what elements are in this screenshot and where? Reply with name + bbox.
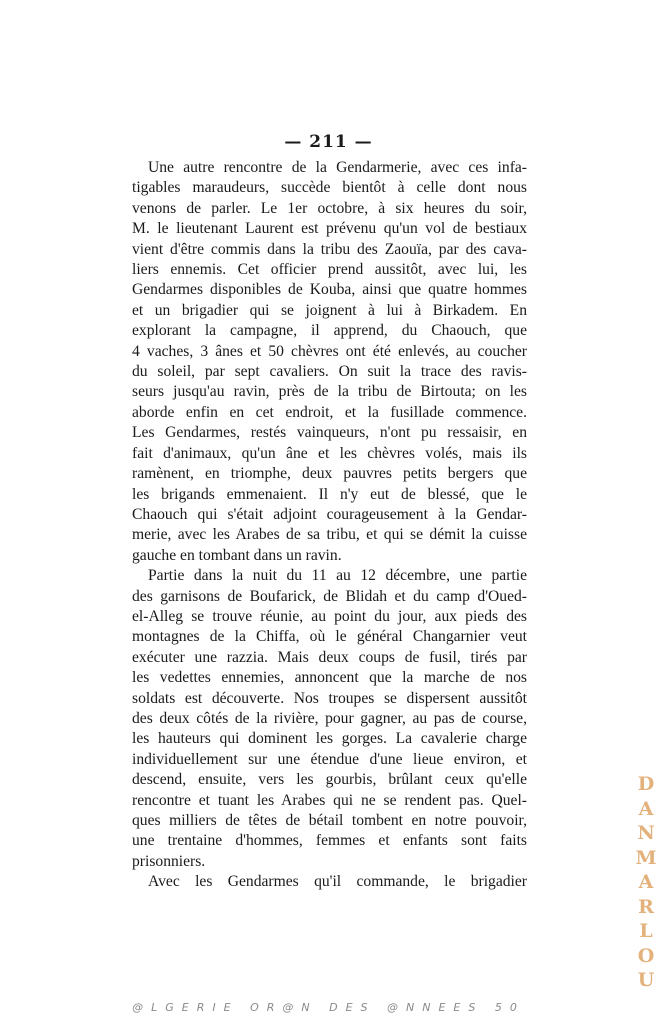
text-line: Gendarmes disponibles de Kouba, ainsi que quatre hommes <box>132 281 527 299</box>
text-line: vient d'être commis dans la tribu des Zaouïa, par des cava- <box>132 240 527 258</box>
text-line: Partie dans la nuit du 11 au 12 décembre, une partie <box>148 567 527 585</box>
text-line: merie, avec les Arabes de sa tribu, et qui se démit la cuisse <box>132 526 527 544</box>
text-line: venons de parler. Le 1er octobre, à six heures du soir, <box>132 199 527 217</box>
text-line: les brigands emmenaient. Il n'y eut de blessé, que le <box>132 485 527 503</box>
text-line: montagnes de la Chiffa, où le général Changarnier veut <box>132 628 527 646</box>
text-line: liers ennemis. Cet officier prend aussitôt, avec lui, les <box>132 261 527 279</box>
text-line: M. le lieutenant Laurent est prévenu qu'un vol de bestiaux <box>132 220 527 238</box>
text-line: Les Gendarmes, restés vainqueurs, n'ont pu ressaisir, en <box>132 424 527 442</box>
text-line: fait d'animaux, qu'un âne et les chèvres volés, mais ils <box>132 444 527 462</box>
watermark-letter: M <box>635 846 657 869</box>
text-line: les hauteurs qui dominent les gorges. La cavalerie charge <box>132 730 527 748</box>
text-line: tigables maraudeurs, succède bientôt à celle dont nous <box>132 179 527 197</box>
text-line: Chaouch qui s'était adjoint courageusement à la Gendar- <box>132 505 527 523</box>
text-line: une trentaine d'hommes, femmes et enfants sont faits <box>132 832 527 850</box>
text-line: ramènent, en triomphe, deux pauvres petits bergers que <box>132 465 527 483</box>
watermark-letter: N <box>637 822 655 844</box>
watermark-vertical <box>634 772 657 993</box>
paragraph-2 <box>132 566 527 872</box>
text-line: et un brigadier qui se joignent à lui à Birkadem. En <box>132 301 527 319</box>
text-line: seurs jusqu'au ravin, près de la tribu de Birtouta; on les <box>132 383 527 401</box>
footer-watermark: @LGERIE OR@N DES @NNEES 50 <box>132 1001 525 1014</box>
text-line: explorant la campagne, il apprend, du Chaouch, que <box>132 322 527 340</box>
text-line: les vedettes ennemies, annoncent que la marche de nos <box>132 669 527 687</box>
text-line: aborde enfin en cet endroit, et la fusillade commence. <box>132 403 527 421</box>
page-number: — 211 — <box>284 132 373 152</box>
text-line: 4 vaches, 3 ânes et 50 chèvres ont été enlevés, au coucher <box>132 342 527 360</box>
text-line: individuellement sur une étendue d'une lieue environ, et <box>132 750 527 768</box>
watermark-letter: D <box>637 773 655 795</box>
watermark-letter: O <box>637 944 655 967</box>
watermark-letter: A <box>638 871 654 893</box>
watermark-letter: U <box>637 969 655 991</box>
text-line: Avec les Gendarmes qu'il commande, le brigadier <box>148 873 527 891</box>
text-line: prisonniers. <box>132 852 206 870</box>
text-line: des garnisons de Boufarick, de Blidah et du camp d'Oued- <box>132 587 527 605</box>
text-line: Une autre rencontre de la Gendarmerie, avec ces infa- <box>148 159 527 176</box>
watermark-letter: L <box>639 920 653 942</box>
text-line: des deux côtés de la rivière, pour gagner, au pas de course, <box>132 709 527 727</box>
body-text <box>132 158 527 893</box>
text-line: soldats est découverte. Nos troupes se dispersent aussitôt <box>132 689 527 707</box>
text-line: rencontre et tuant les Arabes qui ne se rendent pas. Quel- <box>132 791 527 809</box>
watermark-letter: R <box>638 895 654 918</box>
paragraph-3 <box>132 872 527 892</box>
text-line: ques milliers de têtes de bétail tombent en notre pouvoir, <box>132 812 527 829</box>
watermark-letter: A <box>638 797 654 820</box>
text-line: el-Alleg se trouve réunie, au point du jour, aux pieds des <box>132 607 527 625</box>
text-line: exécuter une razzia. Mais deux coups de fusil, tirés par <box>132 648 527 666</box>
text-line: gauche en tombant dans un ravin. <box>132 546 342 564</box>
text-line: du soleil, par sept cavaliers. On suit la trace des ravis- <box>132 363 527 381</box>
text-line: descend, ensuite, vers les gourbis, brûlant ceux qu'elle <box>132 771 527 789</box>
paragraph-1 <box>132 158 527 566</box>
